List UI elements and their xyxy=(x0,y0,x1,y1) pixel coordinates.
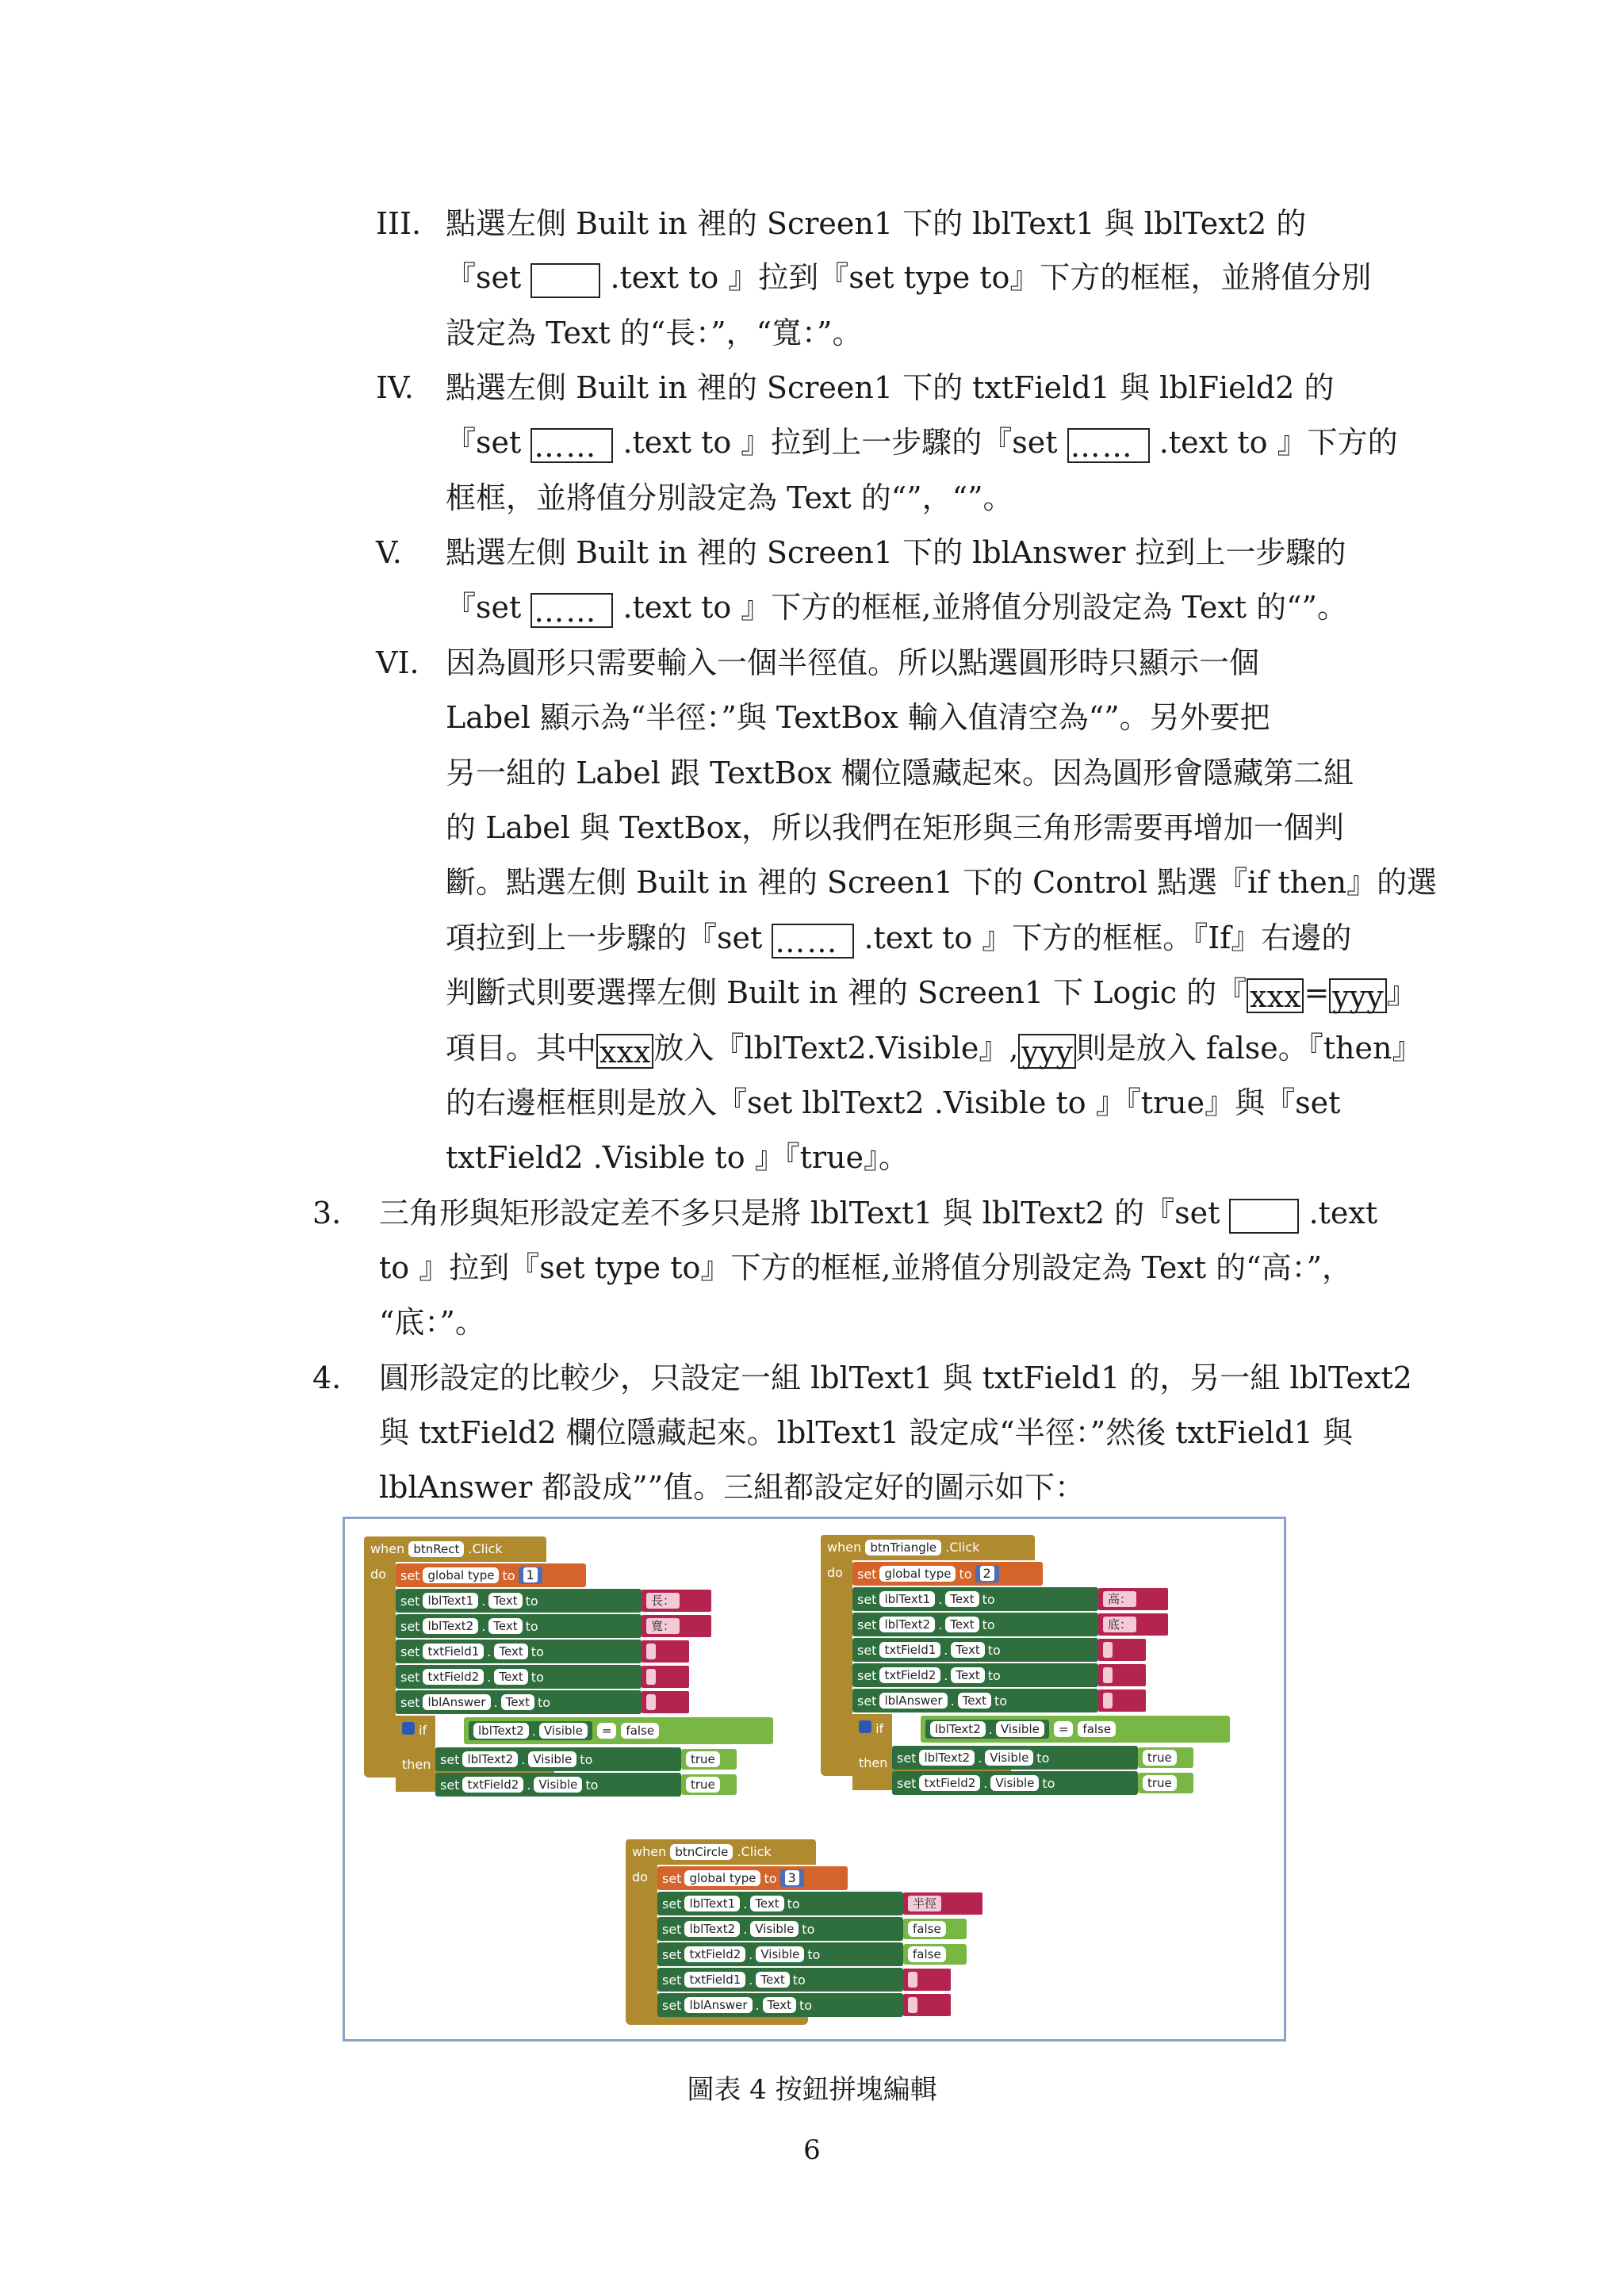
item-vi-line-1: 因為圓形只需要輸入一個半徑值。所以點選圓形時只顯示一個 xyxy=(446,645,1260,680)
item-4-line-3: lblAnswer 都設成””值。三組都設定好的圖示如下： xyxy=(379,1470,1086,1505)
item-vi-line-9: 的右邊框框則是放入『set lblText2 .Visible to 』『true』與『set xyxy=(446,1085,1341,1120)
set-row: set lblText2 . Text to xyxy=(852,1613,1098,1636)
set-row: set txtField2 . Visible to xyxy=(892,1771,1138,1795)
dots-box: …… xyxy=(772,924,854,959)
dots-box: …… xyxy=(530,428,613,463)
text-block xyxy=(1098,1639,1146,1661)
item-vi-line-5: 斷。點選左側 Built in 裡的 Screen1 下的 Control 點選『if then』的選 xyxy=(446,865,1438,900)
bool-block: true xyxy=(1138,1747,1193,1768)
item-iii-line-3: 設定為 Text 的“長：”，“寬：”。 xyxy=(446,316,863,350)
dots-box: …… xyxy=(530,593,613,628)
set-row: set lblText1 . Text to xyxy=(657,1892,903,1915)
item-iii-line-2: 『set .text to 』拉到『set type to』下方的框框，並將值分別 xyxy=(446,258,1371,298)
xxx-box: xxx xyxy=(596,1034,653,1069)
set-row: set lblAnswer . Text to xyxy=(396,1690,642,1714)
xxx-box: xxx xyxy=(1247,978,1304,1013)
set-global-row: set global type to 1 xyxy=(396,1563,586,1587)
yyy-box: yyy xyxy=(1018,1034,1075,1069)
set-row: set lblText2 . Visible to xyxy=(657,1917,903,1941)
blank-box xyxy=(530,263,600,298)
item-iii-line-1: 點選左側 Built in 裡的 Screen1 下的 lblText1 與 lblText2 的 xyxy=(446,206,1307,241)
item-vi-line-8: 項目。其中 xxx 放入『lblText2.Visible』, yyy 則是放入 false。『then』 xyxy=(446,1031,1423,1070)
bool-block: false xyxy=(903,1919,967,1939)
blank-box xyxy=(1229,1199,1299,1234)
item-iv-line-2: 『set …… .text to 』拉到上一步驟的『set …… .text to 』下方的 xyxy=(446,425,1398,464)
set-row: set txtField2 . Visible to xyxy=(657,1942,903,1966)
item-3-line-3: “底：”。 xyxy=(379,1305,485,1340)
page-number: 6 xyxy=(803,2134,821,2166)
dots-box: …… xyxy=(1067,428,1150,463)
bool-block: true xyxy=(681,1774,737,1795)
logic-compare-block: lblText2 . Visible = false xyxy=(921,1716,1230,1743)
set-row: set lblAnswer . Text to xyxy=(657,1993,903,2017)
set-row: set lblAnswer . Text to xyxy=(852,1689,1098,1712)
item-vi-line-3: 另一組的 Label 跟 TextBox 欄位隱藏起來。因為圓形會隱藏第二組 xyxy=(446,756,1354,790)
yyy-box: yyy xyxy=(1329,978,1386,1013)
item-3-line-1: 三角形與矩形設定差不多只是將 lblText1 與 lblText2 的『set .text xyxy=(379,1194,1377,1234)
item-vi-line-6: 項拉到上一步驟的『set …… .text to 』下方的框框。『If』右邊的 xyxy=(446,920,1352,959)
item-iv-line-1: 點選左側 Built in 裡的 Screen1 下的 txtField1 與 lblField2 的 xyxy=(446,370,1335,405)
item-marker-vi: VI. xyxy=(376,645,419,680)
item-iv-line-3: 框框，並將值分別設定為 Text 的“”，“”。 xyxy=(446,480,1013,515)
set-row: set txtField1 . Text to xyxy=(396,1640,642,1663)
gear-icon[interactable] xyxy=(859,1720,871,1733)
bool-block: true xyxy=(681,1749,737,1770)
set-row: set lblText1 . Text to xyxy=(396,1589,642,1613)
set-global-row: set global type to 2 xyxy=(852,1562,1043,1586)
item-v-line-1: 點選左側 Built in 裡的 Screen1 下的 lblAnswer 拉到上一步驟的 xyxy=(446,535,1346,570)
item-marker-v: V. xyxy=(376,535,402,570)
text-block: 高： xyxy=(1098,1588,1168,1610)
text-block: 寬： xyxy=(642,1615,711,1637)
item-vi-line-4: 的 Label 與 TextBox，所以我們在矩形與三角形需要再增加一個判 xyxy=(446,810,1344,845)
set-row: set txtField2 . Visible to xyxy=(435,1773,681,1797)
text-block xyxy=(642,1691,689,1713)
text-block xyxy=(642,1640,689,1663)
text-block: 長： xyxy=(642,1590,711,1612)
set-row: set lblText2 . Visible to xyxy=(892,1746,1138,1770)
btn-dropdown[interactable]: btnTriangle xyxy=(865,1540,941,1556)
text-block xyxy=(903,1994,951,2016)
text-block xyxy=(642,1666,689,1688)
set-global-row: set global type to 3 xyxy=(657,1866,848,1890)
figure-caption: 圖表 4 按鈕拼塊編輯 xyxy=(687,2074,937,2106)
set-row: set lblText2 . Visible to xyxy=(435,1747,681,1771)
bool-block: false xyxy=(903,1944,967,1965)
set-row: set lblText1 . Text to xyxy=(852,1587,1098,1611)
text-block: 底： xyxy=(1098,1613,1168,1636)
item-4-line-2: 與 txtField2 欄位隱藏起來。lblText1 設定成“半徑：”然後 txtField1 與 xyxy=(379,1415,1353,1450)
item-4-line-1: 圓形設定的比較少，只設定一組 lblText1 與 txtField1 的，另一組 lblText2 xyxy=(379,1360,1412,1395)
text-block: 半徑 xyxy=(903,1892,982,1915)
set-row: set txtField1 . Text to xyxy=(657,1968,903,1992)
bool-block: true xyxy=(1138,1773,1193,1793)
item-marker-iii: III. xyxy=(376,206,422,241)
set-row: set txtField2 . Text to xyxy=(852,1663,1098,1687)
item-vi-line-2: Label 顯示為“半徑：”與 TextBox 輸入值清空為“”。另外要把 xyxy=(446,700,1270,735)
item-marker-iv: IV. xyxy=(376,370,414,405)
set-row: set lblText2 . Text to xyxy=(396,1614,642,1638)
gear-icon[interactable] xyxy=(402,1722,415,1735)
set-row: set txtField1 . Text to xyxy=(852,1638,1098,1662)
item-vi-line-7: 判斷式則要選擇左側 Built in 裡的 Screen1 下 Logic 的『 xxx = yyy 』 xyxy=(446,975,1417,1014)
item-3-line-2: to 』拉到『set type to』下方的框框,並將值分別設定為 Text 的“高：”， xyxy=(379,1250,1353,1285)
item-vi-line-10: txtField2 .Visible to 』『true』。 xyxy=(446,1140,910,1175)
item-marker-4: 4. xyxy=(312,1360,342,1395)
text-block xyxy=(903,1969,951,1991)
blocks-figure: when btnRect .Click do set global type to 1 set lblText1 . Text to 長： set lblText2 . Text to 寬： set txtField1 . Text to set txtField2 . Text to set lblAnswer . Text to if then lblText2 . Visible = false set lblText2 . Visible to true set txtField2 . Visible to true when btnTriangle .Click do set global type to 2 set lblText1 . Text to 高： set lblText2 . Text to 底： set txtField1 . Text to set txtField2 . Text to set lblAnswer . Text to if then lblText2 . Visible = false set lblText2 . Visible to true set txtField2 . Visible to true when btnCircle .Click do set global type to 3 set lblText1 . Text to 半徑 set lblText2 . Visible to false set txtField2 . Visible to false set txtField1 . Text to set lblAnswer . Text to xyxy=(343,1517,1286,2042)
btn-dropdown[interactable]: btnCircle xyxy=(670,1844,733,1860)
item-marker-3: 3. xyxy=(312,1196,342,1230)
text-block xyxy=(1098,1664,1146,1686)
btn-dropdown[interactable]: btnRect xyxy=(408,1541,464,1557)
logic-compare-block: lblText2 . Visible = false xyxy=(464,1717,773,1744)
text-block xyxy=(1098,1689,1146,1712)
item-v-line-2: 『set …… .text to 』下方的框框,並將值分別設定為 Text 的“”。 xyxy=(446,590,1347,629)
set-row: set txtField2 . Text to xyxy=(396,1665,642,1689)
